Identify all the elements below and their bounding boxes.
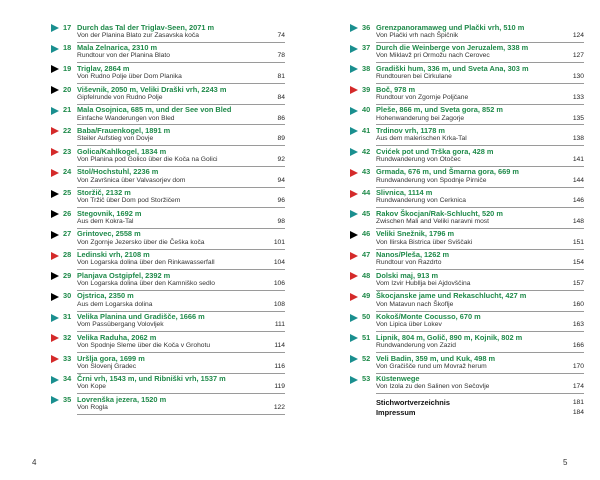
entry-number: 43: [362, 167, 371, 177]
entry-page: 92: [277, 155, 285, 163]
entry-number: 50: [362, 312, 371, 322]
arrow-icon: [51, 107, 59, 115]
entry-number: 41: [362, 125, 371, 135]
entry-page: 130: [572, 73, 584, 81]
toc-entry: [45, 332, 285, 353]
entry-page: 119: [274, 383, 285, 391]
entry-page: 122: [273, 404, 285, 412]
toc-entry: [45, 105, 285, 126]
entry-number: 52: [362, 353, 371, 363]
page-number-left: 4: [32, 458, 37, 467]
entry-page: 89: [277, 135, 285, 143]
entry-number: 39: [362, 84, 371, 94]
entry-title: Slivnica, 1114 m: [376, 188, 433, 197]
entry-number: 26: [63, 208, 72, 218]
extra-label: Impressum: [376, 408, 416, 418]
arrow-icon: [350, 314, 358, 322]
toc-entry: [45, 353, 285, 374]
toc-entry: [45, 312, 285, 333]
arrow-icon: [51, 86, 59, 94]
extra-label: Stichwortverzeichnis: [376, 398, 450, 408]
arrow-icon: [350, 355, 358, 363]
entry-number: 33: [63, 353, 72, 363]
arrow-icon: [51, 293, 59, 301]
entry-title: Velika Raduha, 2062 m: [77, 332, 157, 342]
toc-entry: [344, 312, 584, 333]
entry-subtitle: Von Slovenj Gradec: [77, 362, 137, 370]
entry-subtitle: Von Rudno Polje über Dom Planika: [77, 73, 182, 81]
entry-title: Grmada, 676 m, und Šmarna gora, 669 m: [376, 167, 519, 177]
entry-number: 20: [63, 84, 72, 94]
entry-title: Baba/Frauenkogel, 1891 m: [77, 125, 171, 135]
arrow-icon: [51, 127, 59, 135]
entry-page: 148: [572, 217, 584, 225]
toc-entry: [45, 125, 285, 146]
arrow-icon: [350, 45, 358, 53]
entry-subtitle: Aus dem malerischen Krka-Tal: [376, 135, 467, 143]
arrow-icon: [51, 231, 59, 239]
entry-number: 30: [63, 291, 72, 301]
entry-page: 127: [572, 52, 584, 60]
toc-entry: [344, 125, 584, 146]
entry-page: 98: [277, 217, 285, 225]
entry-subtitle: Von Plački vrh nach Špičnik: [376, 31, 459, 39]
entry-title: Veli Badin, 359 m, und Kuk, 498 m: [376, 353, 496, 363]
entry-subtitle: Vom Passübergang Volovljek: [77, 321, 164, 329]
entry-page: 81: [277, 73, 285, 81]
toc-entry: [45, 291, 285, 312]
entry-subtitle: Von Kope: [77, 383, 107, 391]
arrow-icon: [350, 293, 358, 301]
entry-number: 36: [362, 22, 371, 32]
toc-entry: [344, 270, 584, 291]
entry-title: Boč, 978 m: [376, 84, 416, 94]
arrow-icon: [51, 376, 59, 384]
entry-number: 47: [362, 250, 371, 260]
toc-entry: [344, 250, 584, 271]
entry-page: 154: [572, 259, 584, 267]
entry-number: 27: [63, 229, 72, 239]
entry-number: 48: [362, 270, 371, 280]
toc-entry: [344, 167, 584, 188]
entry-page: 144: [572, 176, 584, 184]
entry-number: 29: [63, 270, 72, 280]
toc-entry: [45, 208, 285, 229]
entry-subtitle: Von der Planina Blato zur Zasavska koča: [77, 31, 199, 39]
entry-subtitle: Rundtour von Razdrto: [376, 259, 442, 267]
entry-divider: [376, 393, 584, 394]
entry-page: 86: [277, 114, 285, 122]
entry-page: 96: [277, 197, 285, 205]
entry-title: Nanos/Pleša, 1262 m: [376, 250, 450, 260]
entry-page: 146: [572, 197, 584, 205]
entry-page: 106: [273, 280, 285, 288]
entry-title: Küstenwege: [376, 374, 420, 384]
entry-title: Uršlja gora, 1699 m: [77, 353, 145, 363]
entry-subtitle: Von Logarska dolina über den Rinkawasserfall: [77, 259, 215, 267]
entry-number: 51: [362, 332, 371, 342]
toc-extra-row: [344, 398, 584, 408]
entry-number: 46: [362, 229, 371, 239]
entry-title: Triglav, 2864 m: [77, 63, 130, 73]
arrow-icon: [350, 210, 358, 218]
arrow-icon: [350, 190, 358, 198]
entry-page: 78: [277, 52, 285, 60]
arrow-icon: [350, 86, 358, 94]
entry-number: 21: [63, 105, 72, 115]
entry-title: Grintovec, 2558 m: [77, 229, 141, 239]
toc-entry: [45, 146, 285, 167]
arrow-icon: [51, 314, 59, 322]
entry-page: 163: [572, 321, 584, 329]
arrow-icon: [350, 107, 358, 115]
entry-divider: [77, 414, 285, 415]
entry-title: Mala Zelnarica, 2310 m: [77, 43, 158, 53]
entry-number: 53: [362, 374, 371, 384]
entry-page: 157: [572, 280, 584, 288]
toc-entry: [45, 250, 285, 271]
toc-extra-row: [344, 408, 584, 418]
entry-subtitle: Rundtouren bei Cirkulane: [376, 73, 452, 81]
arrow-icon: [350, 127, 358, 135]
entry-page: 170: [572, 362, 584, 370]
toc-entry: [344, 291, 584, 312]
entry-title: Velika Planina und Gradišče, 1666 m: [77, 312, 205, 322]
entry-number: 40: [362, 105, 371, 115]
toc-right-column: [344, 22, 584, 418]
entry-subtitle: Rundwanderung von Cerknica: [376, 197, 466, 205]
entry-number: 45: [362, 208, 371, 218]
toc-entry: [344, 208, 584, 229]
arrow-icon: [51, 252, 59, 260]
entry-page: 138: [572, 135, 584, 143]
entry-subtitle: Zwischen Mali and Veliki naravni most: [376, 217, 489, 225]
entry-page: 101: [273, 238, 285, 246]
arrow-icon: [51, 355, 59, 363]
arrow-icon: [350, 169, 358, 177]
entry-subtitle: Von Završnica über Valvasorjev dom: [77, 176, 186, 184]
entry-page: 174: [572, 383, 584, 391]
entry-number: 44: [362, 188, 371, 197]
toc-left-column: [45, 22, 285, 415]
toc-entry: [344, 22, 584, 43]
entry-subtitle: Aus dem Logarska dolina: [77, 300, 153, 308]
toc-entry: [45, 167, 285, 188]
entry-subtitle: Von Zgornje Jezersko über die Češka koča: [77, 238, 205, 246]
entry-title: Kokoš/Monte Cocusso, 670 m: [376, 312, 481, 322]
arrow-icon: [51, 169, 59, 177]
toc-entry: [344, 105, 584, 126]
entry-number: 17: [63, 22, 72, 32]
toc-entry: [344, 84, 584, 105]
entry-number: 23: [63, 146, 72, 156]
entry-subtitle: Von Ilirska Bistrica über Sviščaki: [376, 238, 473, 246]
entry-page: 114: [274, 342, 285, 350]
arrow-icon: [350, 252, 358, 260]
toc-entry: [344, 229, 584, 250]
entry-page: 104: [273, 259, 285, 267]
toc-entry: [45, 270, 285, 291]
entry-title: Durch das Tal der Triglav-Seen, 2071 m: [77, 22, 215, 32]
entry-page: 160: [572, 300, 584, 308]
arrow-icon: [350, 148, 358, 156]
arrow-icon: [51, 272, 59, 280]
toc-entry: [344, 63, 584, 84]
toc-entry: [45, 374, 285, 395]
entry-subtitle: Von Rogla: [77, 404, 108, 412]
entry-page: 108: [273, 300, 285, 308]
entry-subtitle: Von Tržič über Dom pod Storžičem: [77, 197, 181, 205]
entry-title: Stol/Hochstuhl, 2236 m: [77, 167, 159, 177]
toc-entry: [344, 353, 584, 374]
entry-subtitle: Hohenwanderung bei Zagorje: [376, 114, 465, 122]
entry-subtitle: Von Logarska dolina über den Kamniško sedlo: [77, 280, 215, 288]
arrow-icon: [51, 148, 59, 156]
entry-number: 31: [63, 312, 72, 322]
extra-page: 184: [572, 408, 584, 416]
entry-title: Mala Osojnica, 685 m, und der See von Bled: [77, 105, 232, 115]
arrow-icon: [51, 334, 59, 342]
entry-title: Lovrenška jezera, 1520 m: [77, 394, 167, 404]
entry-page: 74: [277, 31, 285, 39]
entry-page: 166: [572, 342, 584, 350]
entry-page: 111: [274, 321, 285, 329]
entry-subtitle: Gipfelrunde von Rudno Polje: [77, 93, 163, 101]
entry-title: Stegovnik, 1692 m: [77, 208, 142, 218]
arrow-icon: [51, 210, 59, 218]
entry-title: Pleše, 866 m, und Sveta gora, 852 m: [376, 105, 503, 115]
entry-number: 25: [63, 188, 72, 197]
entry-subtitle: Rundwanderung von Otočec: [376, 155, 461, 163]
entry-title: Viševnik, 2050 m, Veliki Draški vrh, 2243 m: [77, 84, 227, 94]
entry-subtitle: Von Spodnje Sleme über die Koča v Grohotu: [77, 342, 211, 350]
arrow-icon: [350, 334, 358, 342]
arrow-icon: [350, 24, 358, 32]
entry-subtitle: Einfache Wanderungen von Bled: [77, 114, 175, 122]
toc-entry: [45, 84, 285, 105]
entry-title: Črni vrh, 1543 m, und Ribniški vrh, 1537 m: [77, 374, 226, 384]
entry-subtitle: Rundtour von der Planina Blato: [77, 52, 170, 60]
arrow-icon: [51, 396, 59, 404]
arrow-icon: [51, 24, 59, 32]
entry-page: 84: [277, 93, 285, 101]
entry-subtitle: Rundtour von Zgornje Poljčane: [376, 93, 469, 101]
entry-title: Ledinski vrh, 2108 m: [77, 250, 150, 260]
extra-page: 181: [572, 398, 584, 406]
entry-number: 19: [63, 63, 72, 73]
entry-page: 133: [572, 93, 584, 101]
entry-number: 42: [362, 146, 371, 156]
entry-number: 28: [63, 250, 72, 260]
entry-title: Veliki Snežnik, 1796 m: [376, 229, 455, 239]
entry-page: 141: [572, 155, 584, 163]
page-number-right: 5: [563, 458, 568, 467]
entry-subtitle: Aus dem Kokra-Tal: [77, 217, 134, 225]
arrow-icon: [350, 376, 358, 384]
entry-subtitle: Von Izola zu den Salinen von Sečovlje: [376, 383, 490, 391]
entry-page: 94: [277, 176, 285, 184]
entry-title: Golica/Kahlkogel, 1834 m: [77, 146, 167, 156]
toc-entry: [344, 374, 584, 395]
toc-entry: [344, 146, 584, 167]
toc-entry: [45, 394, 285, 415]
entry-title: Storžič, 2132 m: [77, 188, 131, 197]
entry-subtitle: Rundwanderung von Spodnje Pirniče: [376, 176, 487, 184]
entry-title: Durch die Weinberge von Jeruzalem, 338 m: [376, 43, 529, 53]
entry-subtitle: Rundwanderung von Zazid: [376, 342, 456, 350]
entry-page: 135: [572, 114, 584, 122]
toc-entry: [45, 229, 285, 250]
entry-title: Cvićek pot und Trška gora, 428 m: [376, 146, 494, 156]
entry-number: 37: [362, 43, 371, 53]
arrow-icon: [51, 190, 59, 198]
entry-title: Gradiški hum, 336 m, und Sveta Ana, 303 m: [376, 63, 529, 73]
arrow-icon: [51, 45, 59, 53]
entry-number: 35: [63, 394, 72, 404]
entry-title: Trdinov vrh, 1178 m: [376, 125, 446, 135]
entry-title: Lipnik, 804 m, Golič, 890 m, Kojnik, 802 m: [376, 332, 523, 342]
entry-number: 49: [362, 291, 371, 301]
entry-page: 151: [572, 238, 584, 246]
entry-number: 38: [362, 63, 371, 73]
entry-title: Dolski maj, 913 m: [376, 270, 439, 280]
entry-title: Rakov Škocjan/Rak-Schlucht, 520 m: [376, 208, 503, 218]
entry-subtitle: Von Planina pod Golico über die Koča na Golici: [77, 155, 218, 163]
arrow-icon: [51, 65, 59, 73]
entry-page: 116: [274, 362, 285, 370]
entry-title: Planjava Ostgipfel, 2392 m: [77, 270, 171, 280]
toc-entry: [344, 332, 584, 353]
entry-number: 32: [63, 332, 72, 342]
arrow-icon: [350, 65, 358, 73]
entry-title: Škocjanske jame und Rekaschlucht, 427 m: [376, 291, 527, 301]
entry-subtitle: Von Gračišče rund um Movraž herum: [376, 362, 487, 370]
entry-number: 18: [63, 43, 72, 53]
toc-entry: [45, 43, 285, 64]
entry-subtitle: Vom Izvir Hubllja bei Ajdovščina: [376, 280, 471, 288]
entry-title: Ojstrica, 2350 m: [77, 291, 134, 301]
entry-subtitle: Steiler Aufstieg von Dovje: [77, 135, 154, 143]
entry-title: Grenzpanoramaweg und Plački vrh, 510 m: [376, 22, 525, 32]
toc-entry: [344, 43, 584, 64]
entry-number: 24: [63, 167, 72, 177]
entry-subtitle: Von Lipica über Lokev: [376, 321, 442, 329]
entry-number: 34: [63, 374, 72, 384]
arrow-icon: [350, 231, 358, 239]
toc-entry: [45, 63, 285, 84]
entry-page: 124: [572, 31, 584, 39]
toc-entry: [344, 188, 584, 209]
entry-subtitle: Von Matavun nach Škoflje: [376, 300, 454, 308]
toc-entry: [45, 188, 285, 209]
entry-number: 22: [63, 125, 72, 135]
toc-entry: [45, 22, 285, 43]
entry-subtitle: Von Miklavž pri Ormožu nach Cerovec: [376, 52, 490, 60]
arrow-icon: [350, 272, 358, 280]
